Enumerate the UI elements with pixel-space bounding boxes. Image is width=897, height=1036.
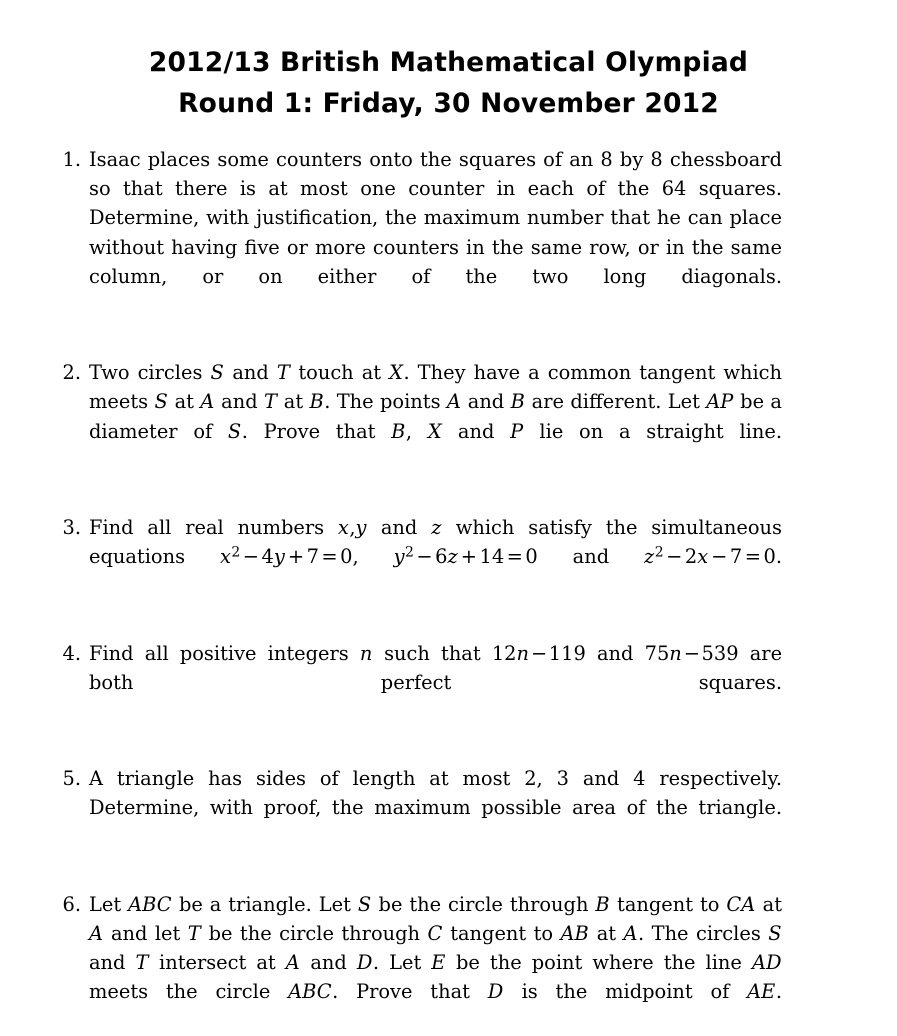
- p3-lead: Find all real numbers: [89, 516, 325, 540]
- problem-text-6: [89, 890, 782, 1036]
- prose-run: . The circles: [638, 922, 769, 946]
- prose-run: at: [277, 390, 310, 414]
- p3-var-x: x: [337, 516, 349, 540]
- p3-and: and: [380, 516, 418, 540]
- math-variable: S: [154, 390, 168, 414]
- p3-equation-2: $y^2 - 6z + 14 = 0$: [393, 544, 538, 569]
- math-variable: AP: [706, 390, 734, 414]
- math-variable: AE: [747, 980, 776, 1004]
- math-variable: E: [431, 951, 446, 975]
- problem-text-1: Isaac places some counters onto the squares of an 8 by 8 chessboard so that there is at most one counter in each of the 64 squares. Determine, with justification, the maximum number that he can place without having five or more counters in the same row, or in the same column, or on either of the two long diagonals.: [89, 148, 782, 288]
- prose-run: . Prove that: [332, 980, 488, 1004]
- math-variable: A: [623, 922, 638, 946]
- problem-text-4: [89, 639, 782, 727]
- prose-run: tangent to: [610, 892, 727, 916]
- math-variable: B: [309, 390, 324, 414]
- p4-var-n: n: [359, 641, 373, 665]
- math-variable: S: [768, 922, 782, 946]
- problem-item-3: [57, 513, 782, 601]
- title-line-competition: 2012/13 British Mathematical Olympiad: [148, 47, 749, 78]
- problem-number-3: 3.: [62, 516, 81, 540]
- prose-run: and let: [103, 922, 188, 946]
- math-variable: S: [227, 419, 242, 443]
- prose-run: ,: [405, 419, 428, 443]
- math-variable: C: [427, 922, 443, 946]
- p3-var-z: z: [431, 516, 442, 540]
- problem-number-1: 1.: [62, 148, 81, 171]
- math-variable: S: [357, 892, 372, 916]
- math-variable: P: [510, 419, 524, 443]
- p4-expression-2: 75n −539: [644, 641, 739, 665]
- math-variable: A: [200, 390, 215, 414]
- math-variable: ABC: [288, 980, 332, 1004]
- p3-comma: ,: [349, 516, 356, 540]
- p3-equation-3: $z^2 - 2x - 7 = 0$: [644, 544, 776, 569]
- problem-item-4: [57, 639, 782, 727]
- math-variable: A: [89, 922, 104, 946]
- prose-run: and: [224, 361, 277, 385]
- prose-run: meets the circle: [89, 980, 289, 1004]
- math-variable: T: [263, 390, 277, 414]
- p5-lead: A triangle has sides of length at most: [89, 767, 511, 791]
- document-title: [0, 0, 897, 124]
- p4-and: and: [596, 641, 634, 665]
- prose-run: at: [168, 390, 201, 414]
- problem-number-4: 4.: [62, 641, 81, 665]
- prose-run: at: [589, 922, 624, 946]
- prose-run: be the circle through: [371, 892, 596, 916]
- math-variable: ABC: [128, 892, 172, 916]
- problem-text-3: Find all real numbers x,y and z which satisfy the simultaneous equations $x^2 - 4y + 7 = 0$, $y^2 - 6z + 14 = 0$ and $z^2 - 2x - 7 = 0$.: [89, 516, 783, 569]
- p4-lead: Find all positive integers: [89, 641, 349, 665]
- math-variable: T: [187, 922, 201, 946]
- prose-run: intersect at: [148, 951, 286, 975]
- prose-run: at: [755, 892, 782, 916]
- prose-run: be a diameter of: [89, 390, 782, 443]
- problem-item-2: [57, 358, 782, 475]
- p3-mid: which satisfy the simultaneous equations: [89, 516, 782, 569]
- p5-tail: respectively. Determine, with proof, the maximum possible area of the triangle.: [89, 767, 782, 820]
- math-variable: B: [510, 390, 525, 414]
- prose-run: is the midpoint of: [503, 980, 748, 1004]
- prose-run: and: [442, 419, 511, 443]
- problem-number-2: 2.: [62, 361, 81, 385]
- p4-tail: are both perfect squares.: [89, 641, 783, 694]
- math-variable: T: [276, 361, 290, 385]
- prose-run: .: [775, 980, 782, 1004]
- p5-side-2: 3: [556, 767, 569, 791]
- prose-run: be the circle through: [201, 922, 428, 946]
- problem-number-6: 6.: [62, 892, 81, 916]
- math-variable: A: [446, 390, 461, 414]
- problem-list: [0, 145, 897, 1036]
- prose-run: and: [214, 390, 264, 414]
- p4-expression-1: 12n −119: [491, 641, 586, 665]
- p5-sep: ,: [536, 767, 543, 791]
- prose-run: . They have a common tangent which meets: [89, 361, 782, 414]
- math-variable: S: [210, 361, 224, 385]
- prose-run: lie on a straight line.: [523, 419, 782, 443]
- prose-run: Let: [89, 892, 129, 916]
- prose-run: and: [300, 951, 357, 975]
- prose-run: . Let: [372, 951, 432, 975]
- prose-run: and: [89, 951, 136, 975]
- problem-item-1: [57, 145, 782, 320]
- problem-text-2: [89, 358, 782, 475]
- problem-item-5: [57, 764, 782, 852]
- prose-run: Two circles: [89, 361, 211, 385]
- p3-and-2: and: [572, 545, 610, 569]
- problem-text-5: [89, 764, 782, 852]
- prose-run: be the point where the line: [445, 951, 752, 975]
- p5-side-1: 2: [524, 767, 537, 791]
- math-variable: B: [391, 419, 406, 443]
- math-variable: AD: [751, 951, 782, 975]
- math-variable: X: [389, 361, 403, 385]
- prose-run: . The points: [324, 390, 447, 414]
- p3-equation-1: $x^2 - 4y + 7 = 0$: [219, 544, 353, 569]
- p3-var-y: y: [355, 516, 367, 540]
- p5-and: and: [582, 767, 620, 791]
- problem-item-6: [57, 890, 782, 1036]
- title-line-round-date: Round 1: Friday, 30 November 2012: [178, 88, 719, 119]
- p3-tail: .: [775, 545, 783, 569]
- problem-number-5: 5.: [62, 767, 81, 791]
- prose-run: be a triangle. Let: [172, 892, 358, 916]
- prose-run: tangent to: [442, 922, 561, 946]
- math-variable: T: [135, 951, 149, 975]
- math-variable: D: [356, 951, 373, 975]
- math-variable: X: [427, 419, 442, 443]
- math-variable: AB: [560, 922, 589, 946]
- math-variable: B: [595, 892, 610, 916]
- math-variable: D: [487, 980, 504, 1004]
- p4-mid: such that: [384, 641, 481, 665]
- prose-run: and: [461, 390, 511, 414]
- math-variable: CA: [726, 892, 756, 916]
- prose-run: touch at: [290, 361, 390, 385]
- p5-side-3: 4: [633, 767, 646, 791]
- prose-run: . Prove that: [241, 419, 392, 443]
- prose-run: are different. Let: [525, 390, 707, 414]
- math-variable: A: [285, 951, 300, 975]
